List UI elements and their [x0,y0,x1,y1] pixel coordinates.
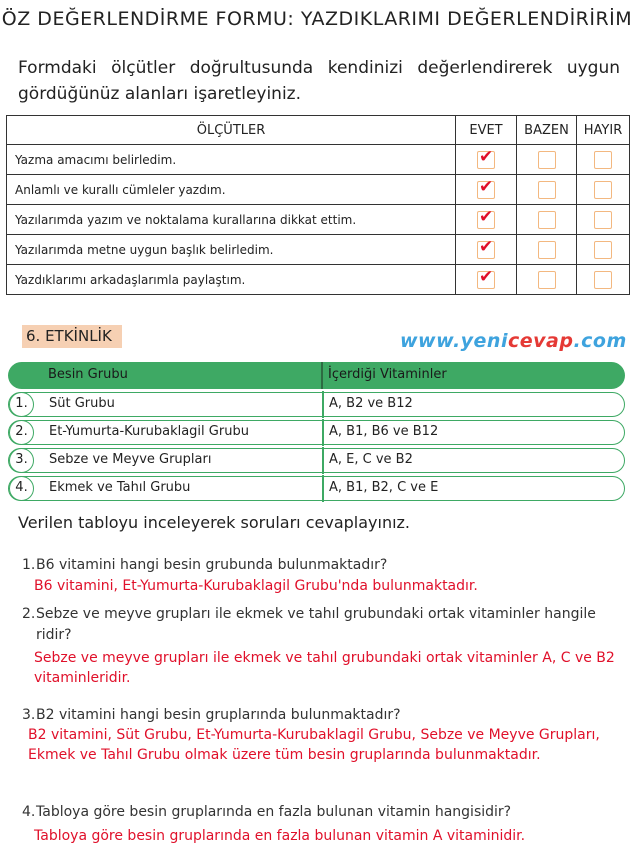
criteria-row [7,235,630,265]
vitamin-table-row [8,392,625,417]
evet-header: EVET [456,116,517,145]
food-group: Süt Grubu [49,396,115,411]
vitamin-table-row [8,476,625,501]
question [22,705,622,726]
bazen-checkbox[interactable] [538,241,556,259]
watermark-post: .com [573,330,627,352]
evet-checkbox[interactable] [477,146,495,169]
hayir-checkbox[interactable] [594,151,612,169]
answer: Tabloya göre besin gruplarında en fazla bulunan vitamin A vitaminidir. [34,828,526,844]
evet-checkbox[interactable] [477,206,495,229]
criteria-header: ÖLÇÜTLER [7,116,456,145]
hayir-checkbox[interactable] [594,211,612,229]
answer: B2 vitamini, Süt Grubu, Et-Yumurta-Kurubaklagil Grubu, Sebze ve Meyve Grupları, Ekmek ve Tahıl Grubu olmak üzere tüm besin gruplarında bulunmaktadır. [28,727,600,763]
vitamins: A, E, C ve B2 [329,452,413,467]
question-text: Tabloya göre besin gruplarında en fazla bulunan vitamin hangisidir? [36,804,512,820]
question-text: B2 vitamini hangi besin gruplarında bulunmaktadır? [36,707,401,723]
bazen-checkbox[interactable] [538,271,556,289]
answer: Sebze ve meyve grupları ile ekmek ve tahıl grubundaki ortak vitaminler A, C ve B2 vitaminleridir. [34,650,615,686]
food-group-header: Besin Grubu [48,367,128,382]
vitamin-table-row [8,448,625,473]
hayir-header: HAYIR [577,116,630,145]
evet-checkbox[interactable] [477,236,495,259]
question [22,604,622,646]
watermark-pre: www.yeni [400,330,508,352]
vitamin-table-header [8,362,625,389]
food-group: Ekmek ve Tahıl Grubu [49,480,191,495]
question-text: Sebze ve meyve grupları ile ekmek ve tahıl grubundaki ortak vitaminler hangile ridir? [36,606,596,643]
food-group: Sebze ve Meyve Grupları [49,452,212,467]
criteria-row [7,175,630,205]
bazen-checkbox[interactable] [538,211,556,229]
check-mark-icon: ✔ [479,206,494,227]
question [22,555,622,576]
criteria-label: Yazılarımda metne uygun başlık belirledim. [7,235,456,265]
vitamins: A, B2 ve B12 [329,396,413,411]
hayir-checkbox[interactable] [594,181,612,199]
check-mark-icon: ✔ [479,236,494,257]
question [22,802,622,823]
vitamins: A, B1, B6 ve B12 [329,424,439,439]
row-number: 4. [9,476,34,501]
column-divider [322,419,324,446]
row-number: 3. [9,448,34,473]
criteria-row [7,205,630,235]
vitamins-header: İçerdiği Vitaminler [328,367,447,382]
instructions-text: Formdaki ölçütler doğrultusunda kendinizi değerlendirerek uygun gördüğünüz alanları işaretleyiniz. [18,58,620,104]
column-divider [322,391,324,418]
criteria-table [6,115,630,295]
question-text: B6 vitamini hangi besin grubunda bulunmaktadır? [36,557,388,573]
check-mark-icon: ✔ [479,266,494,287]
bazen-checkbox[interactable] [538,151,556,169]
watermark-mid: cevap [507,330,574,352]
question-instruction: Verilen tabloyu inceleyerek soruları cevaplayınız. [18,513,411,532]
column-divider [322,447,324,474]
evet-checkbox[interactable] [477,176,495,199]
check-mark-icon: ✔ [479,146,494,167]
question-number: 3. [22,707,36,723]
page-title: ÖZ DEĞERLENDİRME FORMU: YAZDIKLARIMI DEĞERLENDİRİRİM [1,8,633,30]
row-number: 1. [9,392,34,417]
criteria-label: Anlamlı ve kurallı cümleler yazdım. [7,175,456,205]
criteria-row [7,265,630,295]
criteria-label: Yazılarımda yazım ve noktalama kurallarına dikkat ettim. [7,205,456,235]
column-divider [321,362,323,389]
criteria-label: Yazma amacımı belirledim. [7,145,456,175]
hayir-checkbox[interactable] [594,271,612,289]
food-group: Et-Yumurta-Kurubaklagil Grubu [49,424,249,439]
check-mark-icon: ✔ [479,176,494,197]
hayir-checkbox[interactable] [594,241,612,259]
evet-checkbox[interactable] [477,266,495,289]
column-divider [322,475,324,502]
vitamins: A, B1, B2, C ve E [329,480,439,495]
question-number: 4. [22,804,36,820]
bazen-checkbox[interactable] [538,181,556,199]
criteria-label: Yazdıklarımı arkadaşlarımla paylaştım. [7,265,456,295]
watermark-logo [400,330,627,352]
row-number: 2. [9,420,34,445]
criteria-row [7,145,630,175]
activity-label: 6. ETKİNLİK [22,325,122,348]
criteria-header-row [7,116,630,145]
question-number: 2. [22,606,36,622]
answer: B6 vitamini, Et-Yumurta-Kurubaklagil Grubu'nda bulunmaktadır. [34,578,478,594]
question-number: 1. [22,557,36,573]
vitamin-table-row [8,420,625,445]
bazen-header: BAZEN [517,116,577,145]
